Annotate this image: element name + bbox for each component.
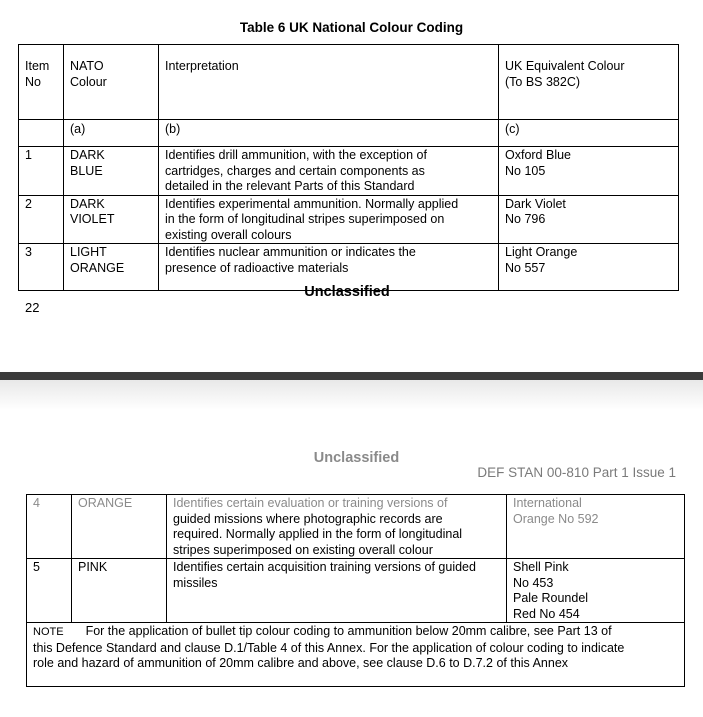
interpretation: Identifies nuclear ammunition or indicates the presence of radioactive materials <box>159 244 499 291</box>
subheader-b: (b) <box>159 120 499 147</box>
note-row <box>27 623 685 687</box>
subheader-a: (a) <box>64 120 159 147</box>
uk-equivalent: Dark Violet No 796 <box>499 195 679 244</box>
header-interpretation: Interpretation <box>159 45 499 120</box>
colour-coding-table-continued <box>26 494 685 687</box>
uk-equivalent: International Orange No 592 <box>507 495 685 559</box>
item-no: 3 <box>19 244 64 291</box>
uk-equivalent: Light Orange No 557 <box>499 244 679 291</box>
header-nato-colour: NATO Colour <box>64 45 159 120</box>
item-no: 1 <box>19 147 64 196</box>
page-divider-shadow <box>0 380 703 410</box>
nato-colour: LIGHT ORANGE <box>64 244 159 291</box>
subheader-item <box>19 120 64 147</box>
header-classification: Unclassified <box>313 450 400 466</box>
table-row <box>19 147 679 196</box>
interpretation: Identifies certain acquisition training versions of guided missiles <box>167 559 507 623</box>
nato-colour: PINK <box>72 559 167 623</box>
subheader-c: (c) <box>499 120 679 147</box>
interpretation: Identifies experimental ammunition. Normally applied in the form of longitudinal stripes superimposed on existing overall colours <box>159 195 499 244</box>
interpretation: Identifies certain evaluation or training versions of guided missions where photographic records are required. Normally applied in the form of longitudinal stripes superimposed on existing overall colour <box>167 495 507 559</box>
footer-classification: Unclassified <box>304 284 390 300</box>
header-uk-equivalent: UK Equivalent Colour (To BS 382C) <box>499 45 679 120</box>
item-no: 5 <box>27 559 72 623</box>
colour-coding-table <box>18 44 679 291</box>
header-item-no: Item No <box>19 45 64 120</box>
nato-colour: ORANGE <box>72 495 167 559</box>
note-label: NOTE <box>33 626 64 638</box>
table-row <box>19 195 679 244</box>
item-no: 4 <box>27 495 72 559</box>
interpretation: Identifies drill ammunition, with the exception of cartridges, charges and certain components as detailed in the relevant Parts of this Standard <box>159 147 499 196</box>
table-subheader-row <box>19 120 679 147</box>
table-row <box>27 495 685 559</box>
item-no: 2 <box>19 195 64 244</box>
uk-equivalent: Oxford Blue No 105 <box>499 147 679 196</box>
page-divider <box>0 372 703 380</box>
note: NOTE For the application of bullet tip colour coding to ammunition below 20mm calibre, see Part 13 of this Defence Standard and clause D.1/Table 4 of this Annex. For the application of colour coding to indicate role and hazard of ammunition of 20mm calibre and above, see clause D.6 to D.7.2 of this Annex <box>27 623 685 687</box>
document-reference: DEF STAN 00-810 Part 1 Issue 1 <box>477 465 676 480</box>
nato-colour: DARK VIOLET <box>64 195 159 244</box>
page-number: 22 <box>25 300 40 315</box>
table-header-row <box>19 45 679 120</box>
nato-colour: DARK BLUE <box>64 147 159 196</box>
table-row <box>27 559 685 623</box>
table-title: Table 6 UK National Colour Coding <box>239 20 464 35</box>
uk-equivalent: Shell Pink No 453 Pale Roundel Red No 454 <box>507 559 685 623</box>
